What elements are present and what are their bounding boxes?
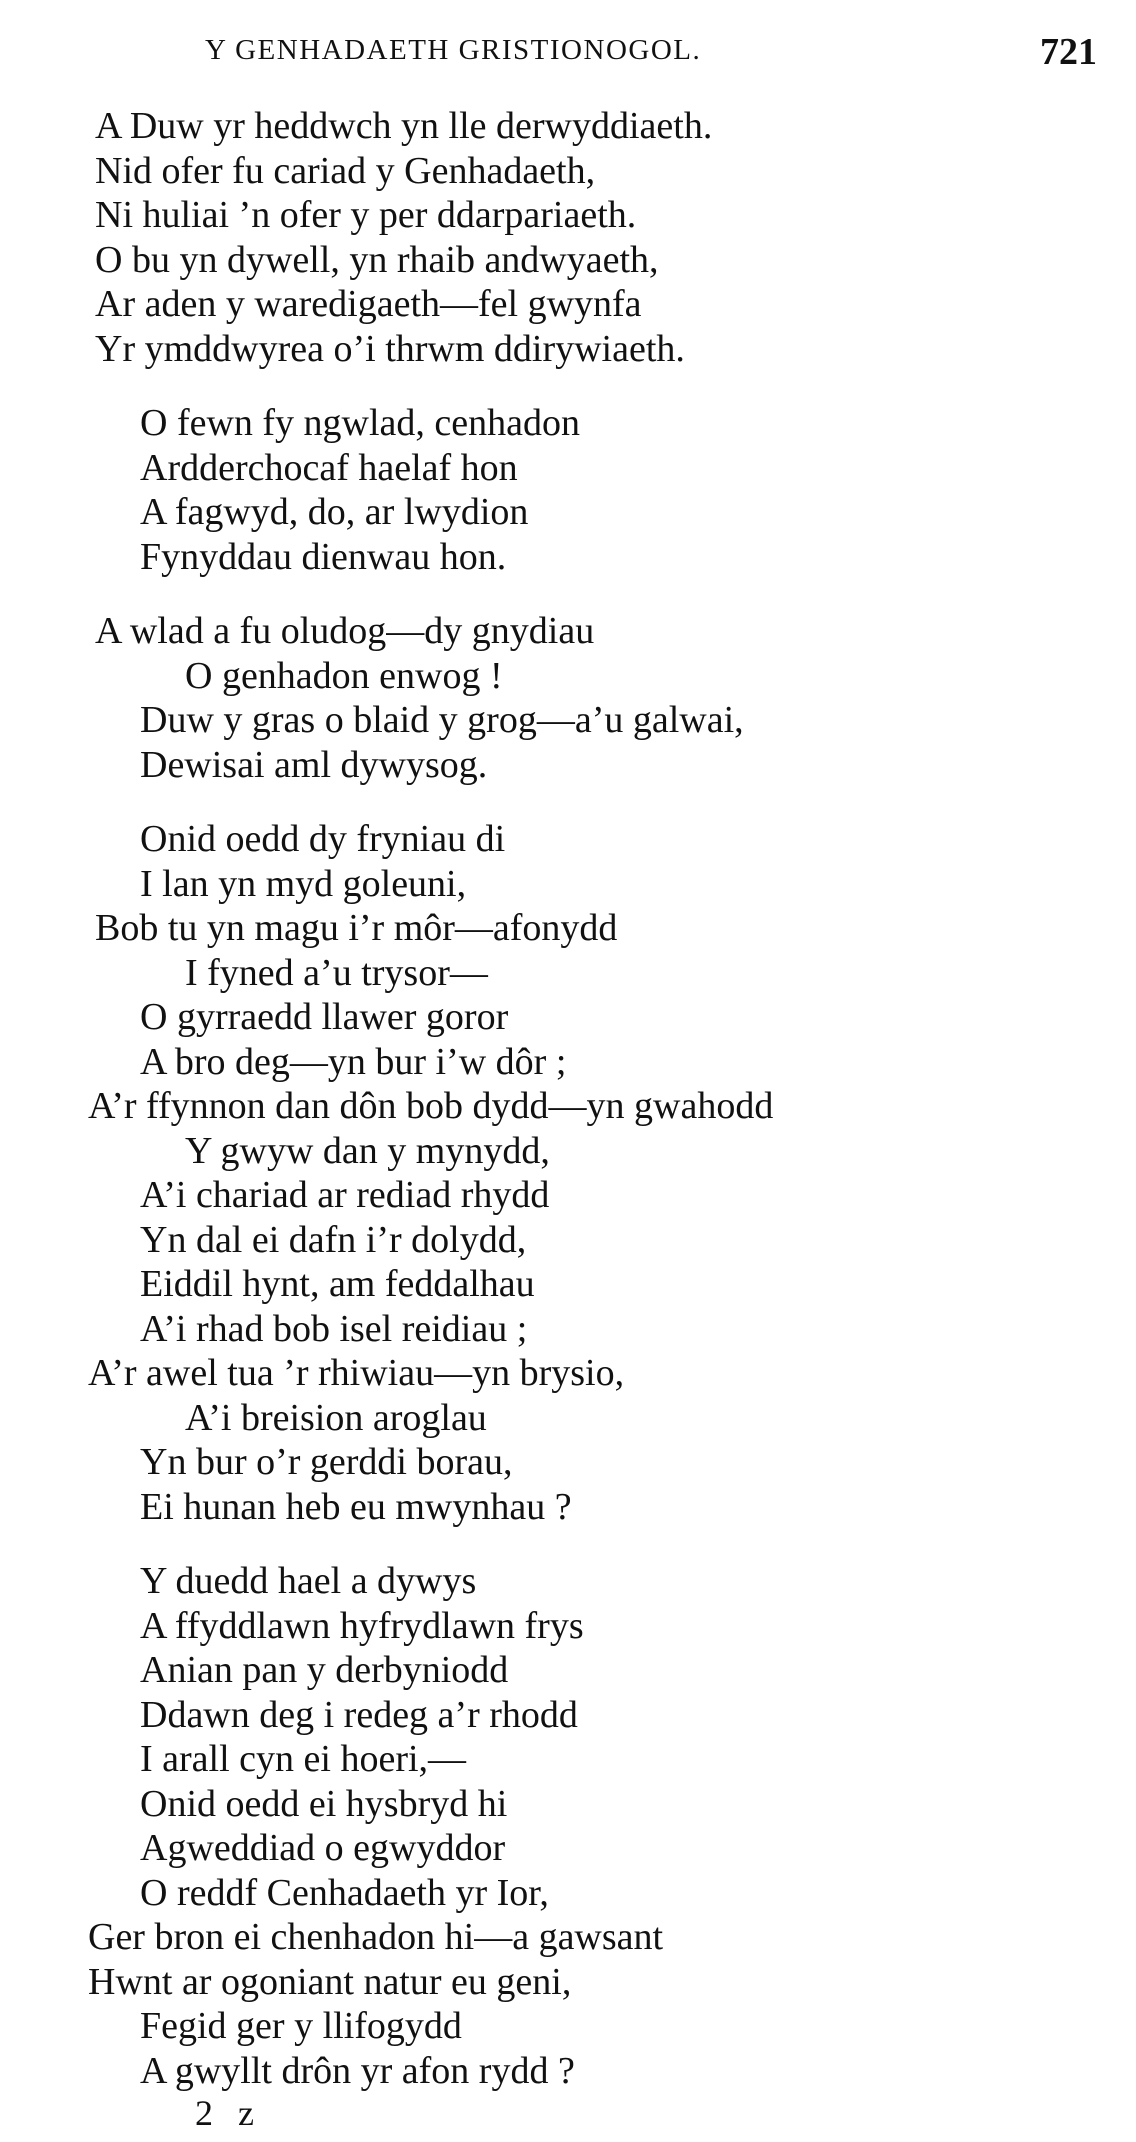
- poem-line: Onid oedd dy fryniau di: [140, 818, 506, 860]
- poem-line: Anian pan y derbyniodd: [140, 1649, 509, 1691]
- poem-line: O genhadon enwog !: [185, 654, 503, 697]
- poem-line: A’i breision aroglau: [185, 1396, 487, 1439]
- poem-line: Y gwyw dan y mynydd,: [185, 1129, 550, 1172]
- poem-line: Ddawn deg i redeg a’r rhodd: [140, 1693, 578, 1736]
- poem-line: A ffyddlawn hyfrydlawn frys: [140, 1604, 584, 1647]
- poem-line: A’r awel tua ’r rhiwiau—yn brysio,: [88, 1352, 625, 1394]
- poem-body: [0, 104, 1136, 2123]
- poem-line: Y duedd hael a dywys: [140, 1560, 477, 1602]
- poem-line: I fyned a’u trysor—: [185, 951, 488, 994]
- stanza: [0, 609, 1136, 787]
- poem-line: Ei hunan heb eu mwynhau ?: [140, 1485, 572, 1528]
- stanza: [0, 817, 1136, 1529]
- poem-line: A bro deg—yn bur i’w dôr ;: [140, 1040, 567, 1083]
- poem-line: Agweddiad o egwyddor: [140, 1827, 506, 1869]
- poem-line: Dewisai aml dywysog.: [140, 743, 488, 786]
- poem-line: Yr ymddwyrea o’i thrwm ddirywiaeth.: [95, 327, 685, 370]
- poem-line: A Duw yr heddwch yn lle derwyddiaeth.: [95, 105, 713, 147]
- poem-line: A gwyllt drôn yr afon rydd ?: [140, 2049, 575, 2092]
- poem-line: A’r ffynnon dan dôn bob dydd—yn gwahodd: [88, 1085, 774, 1127]
- poem-line: O fewn fy ngwlad, cenhadon: [140, 402, 581, 444]
- poem-line: Yn dal ei dafn i’r dolydd,: [140, 1218, 527, 1261]
- running-head: [0, 32, 1136, 72]
- poem-line: I arall cyn ei hoeri,—: [140, 1738, 467, 1780]
- signature-mark: 2 z: [195, 2093, 262, 2133]
- poem-line: Ni huliai ’n ofer y per ddarpariaeth.: [95, 194, 637, 236]
- poem-line: O bu yn dywell, yn rhaib andwyaeth,: [95, 238, 659, 281]
- stanza: [0, 1559, 1136, 2093]
- poem-line: Ar aden y waredigaeth—fel gwynfa: [95, 283, 642, 325]
- poem-line: Nid ofer fu cariad y Genhadaeth,: [95, 149, 596, 192]
- poem-line: Ger bron ei chenhadon hi—a gawsant: [88, 1916, 664, 1958]
- poem-line: Eiddil hynt, am feddalhau: [140, 1263, 535, 1305]
- poem-line: Bob tu yn magu i’r môr—afonydd: [95, 907, 618, 949]
- page-number: 721: [1040, 31, 1097, 73]
- poem-line: A fagwyd, do, ar lwydion: [140, 491, 529, 533]
- poem-line: O reddf Cenhadaeth yr Ior,: [140, 1871, 549, 1914]
- poem-line: O gyrraedd llawer goror: [140, 996, 509, 1038]
- stanza: [0, 104, 1136, 371]
- stanza: [0, 401, 1136, 579]
- poem-line: Fegid ger y llifogydd: [140, 2005, 462, 2047]
- poem-line: Ardderchocaf haelaf hon: [140, 446, 518, 489]
- poem-line: A wlad a fu oludog—dy gnydiau: [95, 610, 595, 652]
- poem-line: Duw y gras o blaid y grog—a’u galwai,: [140, 699, 744, 741]
- poem-line: A’i chariad ar rediad rhydd: [140, 1174, 550, 1216]
- poem-line: Yn bur o’r gerddi borau,: [140, 1441, 513, 1483]
- poem-line: I lan yn myd goleuni,: [140, 862, 467, 905]
- poem-line: Hwnt ar ogoniant natur eu geni,: [88, 1960, 572, 2003]
- poem-line: Fynyddau dienwau hon.: [140, 535, 507, 578]
- poem-line: Onid oedd ei hysbryd hi: [140, 1782, 508, 1825]
- running-title: Y GENHADAETH GRISTIONOGOL.: [205, 34, 702, 66]
- poem-line: A’i rhad bob isel reidiau ;: [140, 1307, 528, 1350]
